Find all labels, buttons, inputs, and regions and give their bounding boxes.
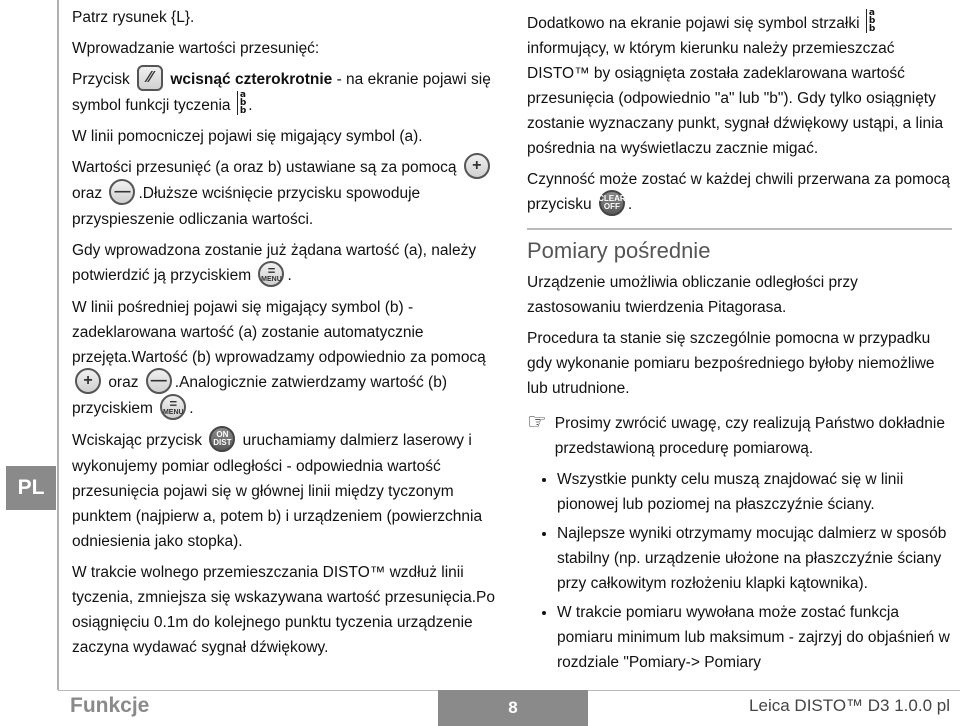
icon-label: DIST bbox=[213, 438, 232, 447]
language-tab[interactable]: PL bbox=[6, 466, 56, 510]
text: oraz bbox=[72, 185, 103, 203]
sidebar-divider bbox=[57, 0, 59, 690]
pointing-hand-icon: ☞ bbox=[527, 409, 547, 434]
text: . bbox=[248, 97, 253, 114]
product-name: Leica DISTO™ D3 1.0.0 pl bbox=[749, 696, 950, 715]
sym-a: a bbox=[239, 89, 246, 100]
icon-glyph: — bbox=[114, 183, 131, 200]
list-item: • Najlepsze wyniki otrzymamy mocując dalmierz w sposób stabilny (np. urządzenie ułożone na płaszczyźnie ściany przy całkowitym rozłożeniu klapki kątownika). bbox=[557, 521, 952, 596]
text: Gdy wprowadzona zostanie już żądana wartość (a), należy potwierdzić ją przyciskiem bbox=[72, 242, 477, 285]
arrow-symbol-icon bbox=[866, 9, 875, 33]
sym-a: a bbox=[868, 7, 875, 18]
text: Wciskając przycisk bbox=[72, 432, 203, 450]
icon-glyph: = bbox=[169, 395, 178, 411]
text: W linii pośredniej pojawi się migający symbol (b) - zadeklarowana wartość (a) zostanie automatycznie przejęta.Wartość (b) wprowadzamy odpowiednio za pomocą bbox=[72, 299, 486, 366]
sidebar bbox=[0, 0, 58, 726]
page-number: 8 bbox=[438, 690, 588, 726]
sym-b: b bbox=[239, 97, 247, 108]
bullet-list bbox=[527, 467, 952, 675]
icon-glyph: ⁄∕ bbox=[147, 69, 153, 86]
text: Przycisk bbox=[72, 71, 130, 89]
on-dist-button-icon bbox=[209, 426, 235, 452]
icon-glyph: + bbox=[472, 157, 482, 174]
paragraph: Wprowadzanie wartości przesunięć: bbox=[72, 40, 320, 57]
text: Wartości przesunięć (a oraz b) ustawiane są za pomocą bbox=[72, 159, 457, 177]
text: . bbox=[189, 400, 194, 418]
text: oraz bbox=[108, 374, 139, 392]
paragraph bbox=[72, 238, 502, 289]
footer bbox=[58, 690, 960, 726]
icon-label: MENU bbox=[261, 275, 282, 283]
icon-label: CLEAR bbox=[598, 194, 626, 203]
text: - na ekranie pojawi się symbol funkcji tyczenia bbox=[72, 71, 491, 114]
text: . bbox=[287, 267, 292, 285]
paragraph bbox=[72, 67, 502, 118]
paragraph: W linii pomocniczej pojawi się migający symbol (a). bbox=[72, 128, 423, 145]
sym-b2: b bbox=[868, 23, 876, 34]
menu-button-icon bbox=[258, 261, 284, 287]
text: informujący, w którym kierunku należy przemieszczać DISTO™ by osiągnięta została zadeklarowana wartość przesunięcia (odpowiednio "a" lub "b"). Gdy tylko osiągnięty zostanie wyznaczany punkt, sygnał dźwiękowy ustąpi, a linia pośrednia na wyświetlaczu zacznie migać. bbox=[527, 40, 944, 157]
plus-button-icon bbox=[464, 153, 490, 179]
note bbox=[527, 411, 952, 461]
plus-button-icon bbox=[75, 368, 101, 394]
icon-glyph: + bbox=[83, 372, 93, 389]
right-column bbox=[527, 7, 952, 679]
paragraph bbox=[72, 428, 502, 554]
icon-label: MENU bbox=[162, 408, 184, 416]
icon-glyph: — bbox=[150, 372, 167, 389]
menu-button-icon bbox=[160, 394, 186, 420]
text: .Dłuższe wciśnięcie przycisku spowoduje przyspieszenie odliczania wartości. bbox=[72, 185, 421, 228]
stakeout-symbol-icon bbox=[237, 91, 246, 115]
icon-glyph: = bbox=[267, 262, 276, 278]
text: Dodatkowo na ekranie pojawi się symbol strzałki bbox=[527, 15, 860, 32]
paragraph: Urządzenie umożliwia obliczanie odległości przy zastosowaniu twierdzenia Pitagorasa. bbox=[527, 274, 858, 316]
paragraph bbox=[72, 155, 502, 232]
paragraph bbox=[527, 167, 952, 218]
sym-b: b bbox=[868, 15, 876, 26]
text: . bbox=[627, 196, 633, 214]
text: .Analogicznie zatwierdzamy wartość (b) przyciskiem bbox=[72, 374, 447, 418]
section-title: Funkcje bbox=[70, 694, 150, 717]
list-item: • W trakcie pomiaru wywołana może zostać funkcja pomiaru minimum lub maksimum - zajrzyj do objaśnień w rozdziale "Pomiary-> Pomiary bbox=[557, 600, 952, 675]
paragraph bbox=[527, 7, 952, 161]
paragraph: Patrz rysunek {L}. bbox=[72, 9, 195, 26]
paragraph bbox=[72, 295, 502, 422]
paragraph: Procedura ta stanie się szczególnie pomocna w przypadku gdy wykonanie pomiaru bezpośredniego byłoby niemożliwe lub utrudnione. bbox=[527, 330, 935, 397]
text: uruchamiamy dalmierz laserowy i wykonujemy pomiar odległości - odpowiednia wartość przesunięcia pojawi się w głównej linii między tyczonym punktem (najpierw a, potem b) i urządzeniem (powierzchnia odniesienia jako stopka). bbox=[72, 432, 483, 550]
minus-button-icon bbox=[146, 368, 172, 394]
icon-label: OFF bbox=[603, 202, 620, 211]
paragraph: W trakcie wolnego przemieszczania DISTO™ wzdłuż linii tyczenia, zmniejsza się wskazywana wartość przesunięcia.Po osiągnięciu 0.1m do kolejnego punktu tyczenia urządzenie zaczyna wydawać sygnał dźwiękowy. bbox=[72, 564, 495, 656]
minus-button-icon bbox=[109, 179, 135, 205]
function-button-icon bbox=[137, 65, 163, 91]
list-item: • Wszystkie punkty celu muszą znajdować się w linii pionowej lub poziomej na płaszczyźnie ściany. bbox=[557, 467, 952, 517]
text: Czynność może zostać w każdej chwili przerwana za pomocą przycisku bbox=[527, 171, 950, 214]
bold-text: wcisnąć czterokrotnie bbox=[170, 71, 333, 89]
left-column bbox=[72, 5, 502, 666]
note-text: Prosimy zwrócić uwagę, czy realizują Państwo dokładnie przedstawioną procedurę pomiarową. bbox=[554, 415, 945, 457]
clear-off-button-icon bbox=[599, 190, 625, 216]
icon-label: ON bbox=[216, 430, 229, 439]
section-heading: Pomiary pośrednie bbox=[527, 228, 952, 264]
sym-b2: b bbox=[239, 105, 247, 116]
